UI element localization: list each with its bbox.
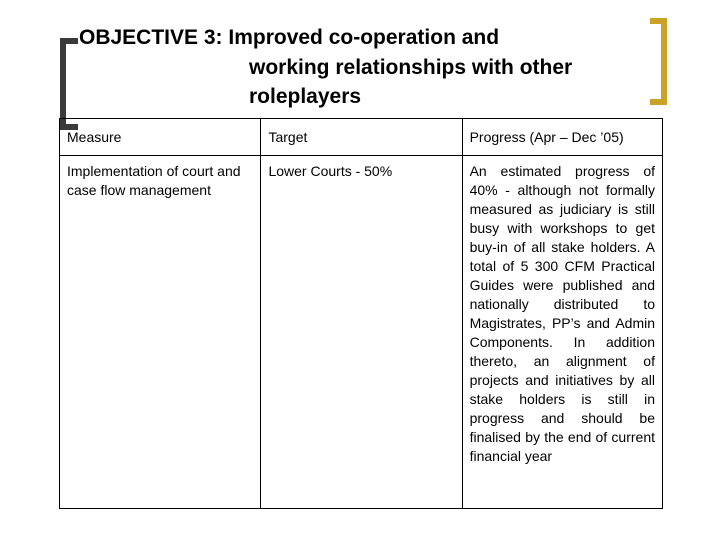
objective-table [59, 118, 663, 509]
measure-text: Implementation of court and case flow management [67, 163, 241, 198]
target-text: Lower Courts - 50% [268, 163, 393, 179]
progress-text: An estimated progress of 40% - although not formally measured as judiciary is still busy with workshops to get buy-in of all stake holders. A total of 5 300 CFM Practical Guides were published and nationally distributed to Magistrates, PP’s and Admin Components. In addition thereto, an alignment of projects and initiatives by all stake holders is still in progress and should be finalised by the end of current financial year [469, 163, 655, 464]
title-line-2: working relationships with other [249, 56, 573, 79]
cell-progress [462, 156, 662, 509]
header-measure-label: Measure [67, 129, 122, 145]
header-measure [60, 119, 261, 156]
header-progress [462, 119, 662, 156]
header-target [261, 119, 462, 156]
left-bracket-bar [60, 38, 66, 130]
title-line-1: OBJECTIVE 3: Improved co-operation and [79, 26, 500, 49]
cell-measure [60, 156, 261, 509]
table-header-row [60, 119, 663, 156]
title-line-3: roleplayers [249, 85, 362, 108]
left-bracket-top [60, 38, 78, 44]
header-progress-label: Progress (Apr – Dec ’05) [469, 129, 624, 145]
table-row [60, 156, 663, 509]
right-bracket-bottom [650, 99, 667, 105]
header-target-label: Target [268, 129, 308, 145]
right-bracket-top [650, 18, 667, 24]
cell-target [261, 156, 462, 509]
right-bracket-bar [661, 18, 667, 105]
